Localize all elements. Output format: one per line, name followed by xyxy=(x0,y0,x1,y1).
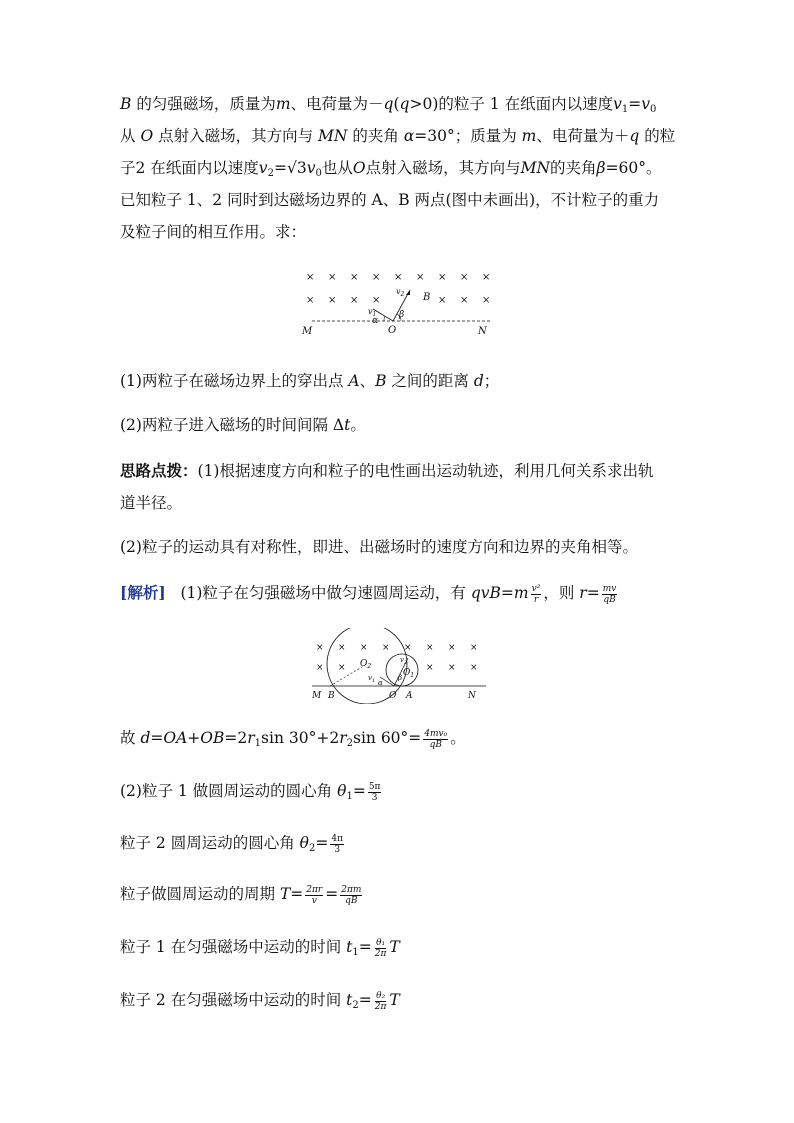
problem-line-1: B 的匀强磁场，质量为m、电荷量为－q(q>0)的粒子 1 在纸面内以速度$v_1=v_0$ xyxy=(120,95,657,115)
svg-text:×: × xyxy=(438,295,447,306)
question-1: (1)两粒子在磁场边界上的穿出点 A、B 之间的距离 d； xyxy=(120,372,500,390)
svg-text:×: × xyxy=(372,295,381,306)
solution-label: [解析] xyxy=(120,583,166,602)
problem-line-5: 及粒子间的相互作用。求： xyxy=(120,223,307,241)
label-n: N xyxy=(478,326,487,337)
alpha-arc xyxy=(384,316,385,321)
label-alpha: α xyxy=(372,316,379,326)
hint-line-3: (2)粒子的运动具有对称性，即进、出磁场时的速度方向和边界的夹角相等。 xyxy=(120,538,638,556)
solution-theta1: (2)粒子 1 做圆周运动的圆心角 $\theta_1=$ $\frac{5\pi}{3}$ xyxy=(120,781,381,803)
solution-t2: 粒子 2 在匀强磁场中运动的时间 $t_2=$ $\frac{\text{θ₂}}{2\pi}$ T xyxy=(120,990,400,1012)
svg-text:×: × xyxy=(460,272,469,283)
label-v1: $v_1$ xyxy=(368,307,377,318)
field-crosses-2 xyxy=(316,643,478,673)
svg-text:×: × xyxy=(438,272,447,283)
svg-text:×: × xyxy=(350,272,359,283)
svg-text:×: × xyxy=(448,663,456,673)
label-m: M xyxy=(302,326,313,337)
fraction-theta2-2pi: $\frac{\text{θ₂}}{2\pi}$ xyxy=(374,990,387,1012)
label-v1-2: $v_1$ xyxy=(368,674,376,684)
problem-line-2: 从 O 点射入磁场，其方向与 MN 的夹角 α=30°；质量为 m、电荷量为＋q 的粒 xyxy=(120,127,676,145)
svg-text:×: × xyxy=(394,272,403,283)
label-o-2: O xyxy=(389,691,397,701)
fraction-mv-over-qb: $\frac{mv}{qB}$ xyxy=(602,583,617,605)
svg-text:×: × xyxy=(426,663,434,673)
svg-text:×: × xyxy=(306,272,315,283)
solution-period: 粒子做圆周运动的周期 T= $\frac{2\pi r}{v}$ = $\frac{2\pi m}{qB}$ xyxy=(120,884,362,906)
label-v2-2: $v_2$ xyxy=(400,656,408,666)
fraction-theta1-2pi: $\frac{\text{θ₁}}{2\pi}$ xyxy=(374,937,387,959)
sqrt-3: √3 xyxy=(286,159,307,177)
svg-text:×: × xyxy=(372,272,381,283)
svg-text:×: × xyxy=(350,295,359,306)
label-m-2: M xyxy=(312,691,322,701)
label-o2: $O_2$ xyxy=(360,659,372,670)
fraction-2pir-v: $\frac{2\pi r}{v}$ xyxy=(306,884,323,906)
label-o: O xyxy=(388,325,397,336)
svg-text:×: × xyxy=(328,272,337,283)
label-alpha-2: α xyxy=(378,679,383,687)
figure-1-magnetic-field xyxy=(298,262,498,338)
svg-text:×: × xyxy=(316,663,324,673)
label-n-2: N xyxy=(468,691,476,701)
hint-line-2: 道半径。 xyxy=(120,494,183,512)
svg-text:×: × xyxy=(360,643,368,653)
svg-text:×: × xyxy=(316,643,324,653)
svg-text:×: × xyxy=(482,295,491,306)
label-b-field: B xyxy=(423,292,431,303)
label-a-2: A xyxy=(406,691,413,701)
label-beta-2: β xyxy=(398,674,403,682)
svg-text:×: × xyxy=(338,663,346,673)
svg-text:×: × xyxy=(306,295,315,306)
label-b-2: B xyxy=(328,691,335,701)
svg-text:×: × xyxy=(460,295,469,306)
problem-line-4: 已知粒子 1、2 同时到达磁场边界的 A、B 两点(图中未画出)，不计粒子的重力 xyxy=(120,191,660,209)
solution-theta2: 粒子 2 圆周运动的圆心角 $\theta_2=$ $\frac{4\pi}{3}$ xyxy=(120,833,344,855)
problem-line-3: 子2 在纸面内以速度$v_2=√3v_0$也从O点射入磁场，其方向与MN的夹角β=60°。 xyxy=(120,159,662,179)
question-2: (2)两粒子进入磁场的时间间隔 Δt。 xyxy=(120,416,366,434)
solution-line-1: [解析] (1)粒子在匀强磁场中做匀速圆周运动，有 qvB=m $\frac{\text{v²}}{r}$ ，则 r= $\frac{mv}{qB}$ xyxy=(120,583,617,605)
svg-text:×: × xyxy=(470,643,478,653)
label-beta: β xyxy=(399,310,405,320)
figure-2-trajectories xyxy=(300,628,500,704)
fraction-v2-over-r: $\frac{\text{v²}}{r}$ xyxy=(531,583,541,605)
svg-text:×: × xyxy=(338,643,346,653)
hint-line-1: 思路点拨：(1)根据速度方向和粒子的电性画出运动轨迹，利用几何关系求出轨 xyxy=(120,461,654,480)
solution-t1: 粒子 1 在匀强磁场中运动的时间 $t_1=$ $\frac{\text{θ₁}}{2\pi}$ T xyxy=(120,937,400,959)
svg-text:×: × xyxy=(416,272,425,283)
label-o1: $O_1$ xyxy=(403,668,415,679)
fraction-4pi-3: $\frac{4\pi}{3}$ xyxy=(331,833,344,855)
fraction-5pi-3: $\frac{5\pi}{3}$ xyxy=(368,781,381,803)
svg-text:×: × xyxy=(426,643,434,653)
svg-text:×: × xyxy=(382,643,390,653)
label-v2: $v_2$ xyxy=(396,287,405,298)
solution-d-line: 故 $d=OA+OB=2r_1\sin$ $30^\circ+2r_2\sin$ 60°= $\frac{\text{4mv₀}}{qB}$ 。 xyxy=(120,728,466,750)
svg-text:×: × xyxy=(470,663,478,673)
fraction-d-result: $\frac{\text{4mv₀}}{qB}$ xyxy=(424,728,448,750)
svg-text:×: × xyxy=(328,295,337,306)
hint-label: 思路点拨： xyxy=(120,461,198,480)
svg-text:×: × xyxy=(482,272,491,283)
svg-text:×: × xyxy=(404,643,412,653)
svg-text:×: × xyxy=(448,643,456,653)
fraction-2pim-qb: $\frac{2\pi m}{qB}$ xyxy=(341,884,362,906)
